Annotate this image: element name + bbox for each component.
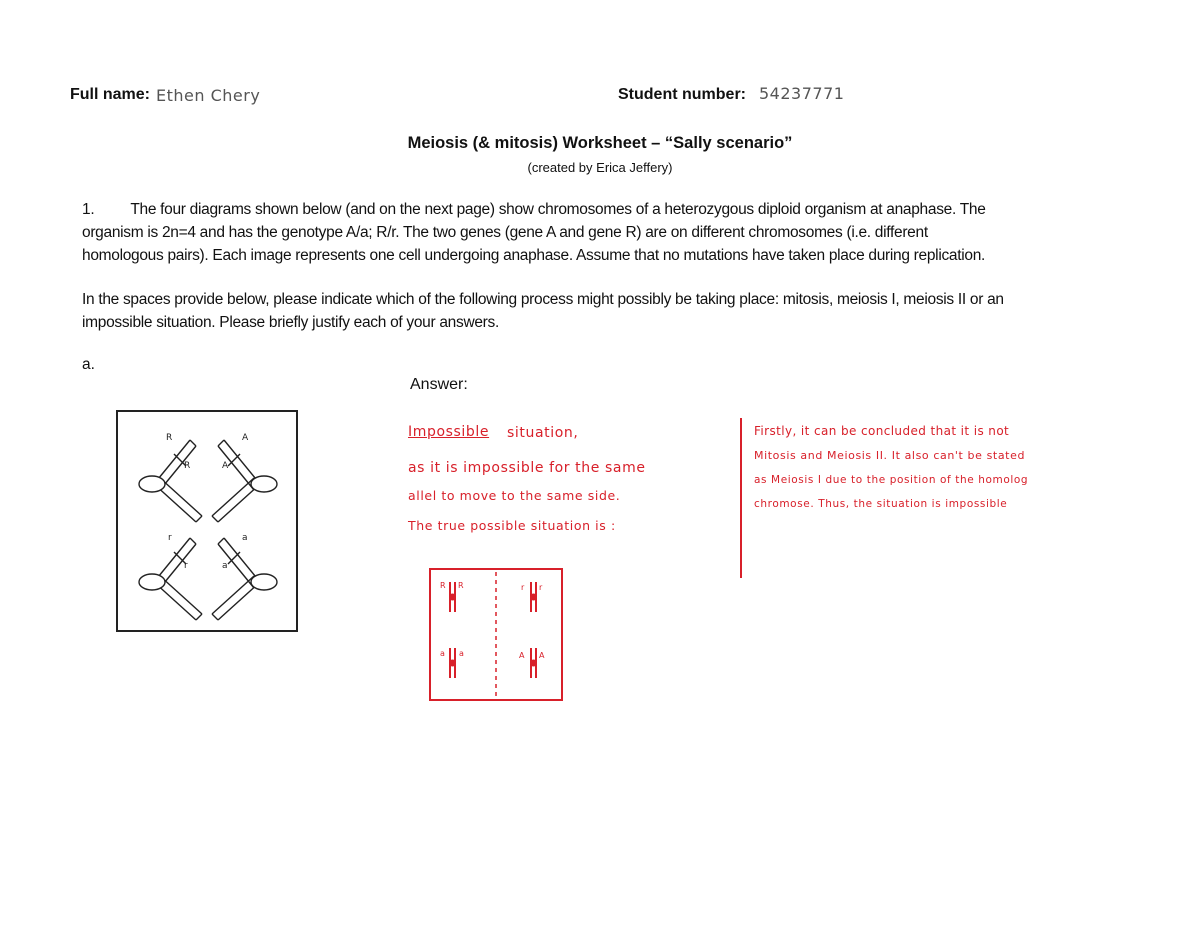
answer-line-5: The true possible situation is :: [408, 518, 616, 533]
instruction-paragraph: [82, 288, 1122, 334]
worksheet-title: Meiosis (& mitosis) Worksheet – “Sally scenario”: [407, 134, 793, 152]
sketch-label-bl: a: [440, 649, 445, 658]
worksheet-subtitle: (created by Erica Jeffery): [527, 160, 673, 175]
sketch-label-tr2: r: [539, 583, 543, 592]
sketch-label-tl2: R: [458, 581, 464, 590]
label-br-inner: a: [222, 561, 228, 571]
justification-line-1: Firstly, it can be concluded that it is not: [754, 424, 1010, 438]
label-tr-outer: A: [242, 433, 249, 443]
question-line-1: The four diagrams shown below (and on the next page) show chromosomes of a heterozygous diploid organism at anaphase. The: [130, 201, 986, 218]
anaphase-diagram: [116, 410, 298, 632]
justification-line-4: chromose. Thus, the situation is impossible: [754, 498, 1008, 510]
label-tl-inner: R: [184, 461, 191, 471]
answer-impossible: Impossible: [408, 424, 490, 440]
label-br-outer: a: [242, 533, 248, 543]
sketch-label-br2: A: [539, 651, 545, 660]
question-paragraph: [82, 198, 1122, 267]
label-bl-outer: r: [168, 533, 172, 543]
question-number: 1.: [82, 201, 95, 218]
possible-situation-svg: [429, 568, 563, 701]
justification-line-2: Mitosis and Meiosis II. It also can't be stated: [754, 449, 1026, 462]
possible-situation-sketch: [429, 568, 563, 701]
instruction-line-1: In the spaces provide below, please indicate which of the following process might possibly be taking place: mitosis, meiosis I, meiosis II or an: [82, 291, 1004, 308]
label-bl-inner: r: [184, 561, 188, 571]
student-number-value[interactable]: 54237771: [759, 84, 845, 103]
justification-line-3: as Meiosis I due to the position of the homolog: [754, 474, 1029, 486]
part-a-label: a.: [82, 356, 95, 373]
answer-line-4: allel to move to the same side.: [408, 488, 621, 503]
full-name-label: Full name:: [70, 86, 151, 103]
answer-line-3: as it is impossible for the same: [408, 460, 646, 476]
sketch-label-bl2: a: [459, 649, 464, 658]
sketch-label-br: A: [519, 651, 525, 660]
question-line-2: organism is 2n=4 and has the genotype A/a; R/r. The two genes (gene A and gene R) are on different chromosomes (i.e. different: [82, 224, 928, 241]
label-tl-outer: R: [166, 433, 173, 443]
label-tr-inner: A: [222, 461, 229, 471]
answer-situation: situation,: [507, 425, 579, 441]
full-name-value[interactable]: Ethen Chery: [156, 86, 261, 105]
anaphase-diagram-svg: [116, 410, 298, 632]
question-line-3: homologous pairs). Each image represents one cell undergoing anaphase. Assume that no mutations have taken place during replication.: [82, 247, 986, 264]
instruction-line-2: impossible situation. Please briefly justify each of your answers.: [82, 314, 499, 331]
sketch-label-tl: R: [440, 581, 446, 590]
answer-label: Answer:: [410, 376, 468, 393]
sketch-label-tr: r: [521, 583, 525, 592]
student-number-label: Student number:: [618, 86, 746, 103]
red-divider: [740, 418, 742, 578]
